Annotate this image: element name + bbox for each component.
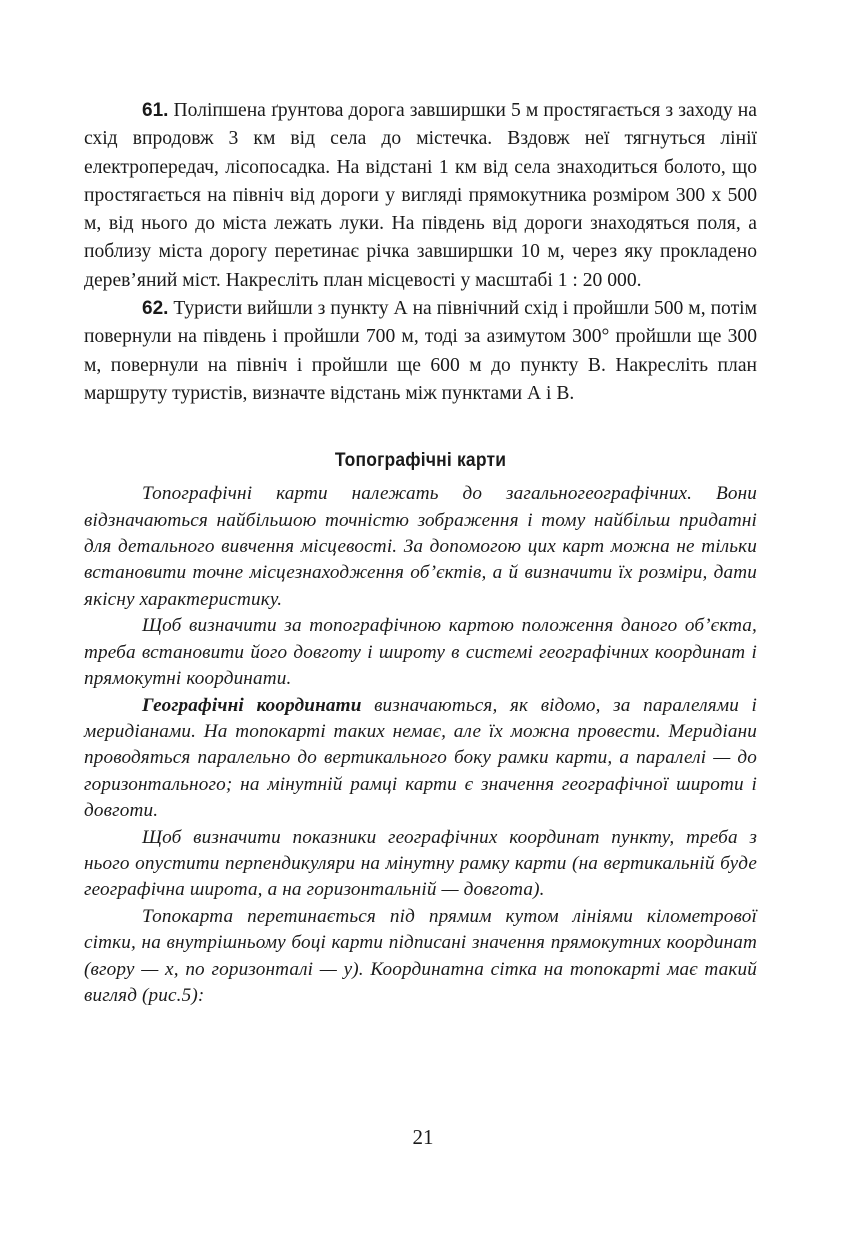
section-body xyxy=(84,481,757,1009)
paragraph: Топографічні карти належать до загальногеографічних. Вони відзначаються найбільшою точністю зображення і тому найбільш придатні для детального вивчення місцевості. За допомогою цих карт можна не тільки встановити точне місцезнаходження об’єктів, а й визначити їх розміри, дати якісну характеристику. xyxy=(84,483,757,610)
paragraph: Щоб визначити за топографічною картою положення даного об’єкта, треба встановити його довготу і широту в системі географічних координат і прямокутні координати. xyxy=(84,615,757,690)
exercise-number: 62. xyxy=(142,298,169,320)
page-number: 21 xyxy=(412,1125,434,1149)
exercise-61 xyxy=(84,97,757,295)
paragraph: Топокарта перетинається під прямим кутом лініями кілометрової сітки, на внутрішньому боці карти підписані значення прямокутних координат (вгору — х, по горизонталі — у). Координатна сітка на топокарті має такий вигляд (рис.5): xyxy=(84,905,757,1006)
term-geographic-coordinates: Географічні координати xyxy=(142,694,362,716)
exercise-text: Туристи вийшли з пункту А на північний схід і пройшли 500 м, потім повернули на південь і пройшли 700 м, тоді за азимутом 300° пройшли ще 300 м, повернули на північ і пройшли ще 600 м до пункту В. Накресліть план маршруту туристів, визначте відстань між пунктами А і В. xyxy=(84,298,757,404)
page-body xyxy=(84,97,757,1009)
exercise-number: 61. xyxy=(142,100,169,121)
paragraph-text: визначаються, як відомо, за паралелями і меридіанами. На топокарті таких немає, але їх можна провести. Меридіани проводяться паралельно до вертикального боку рамки карти, а паралелі — до горизонтального; на мінутній рамці карти є значення географічної широти і довготи. xyxy=(84,694,757,822)
paragraph-coordinates xyxy=(84,693,757,825)
exercise-62 xyxy=(84,295,757,408)
exercise-text: Поліпшена ґрунтова дорога завширшки 5 м простягається з заходу на схід впродовж 3 км від села до містечка. Вздовж неї тягнуться лінії електропередач, лісопосадка. На відстані 1 км від села знаходиться болото, що простягається на північ від дороги у вигляді прямокутника розміром 300 х 500 м, від нього до міста лежать луки. На південь від дороги знаходяться поля, а поблизу міста дорогу перетинає річка завширшки 10 м, через яку прокладено дерев’яний міст. Накресліть план місцевості у масштабі 1 : 20 000. xyxy=(84,100,757,291)
section-heading: Топографічні карти xyxy=(334,450,507,472)
paragraph: Щоб визначити показники географічних координат пункту, треба з нього опустити перпендикуляри на мінутну рамку карти (на вертикальній буде географічна широта, а на горизонтальній — довгота). xyxy=(84,826,757,901)
